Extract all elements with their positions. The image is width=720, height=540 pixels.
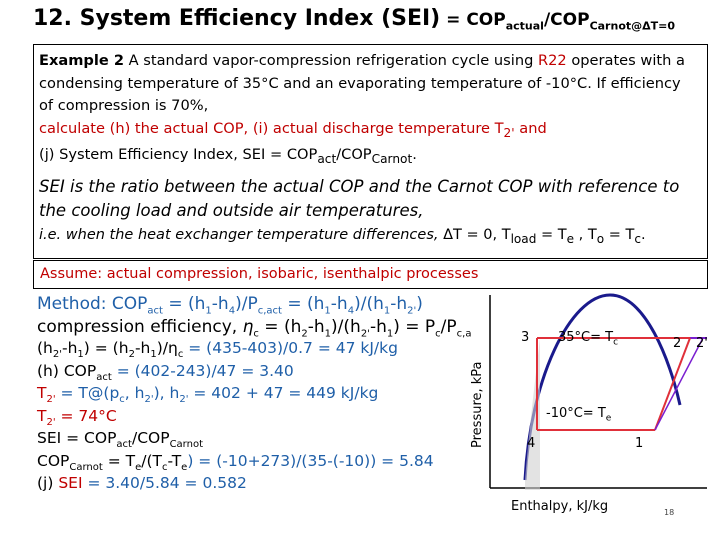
ph-diagram [485, 290, 710, 495]
state-2-prime-label: 2' [696, 336, 708, 351]
state-2-label: 2 [673, 336, 682, 351]
state-3-label: 3 [521, 330, 530, 345]
method-line-1: Method: $COP_{act} = (h_1-h_4)/P_{c,act} = (h_1-h_4)/(h_1-h_{2'})$ [37, 294, 423, 317]
method-line-2: compression efficiency, $\eta_c = (h_2-h_1)/(h_{2'}-h_1) = P_c/P_{c,a}$ [37, 316, 472, 339]
task-j: (j) System Efficiency Index, SEI = $COP_{act}/COP_{Carnot}$. [39, 145, 417, 166]
sei-definition: SEI is the ratio between the actual COP and the Carnot COP with reference to the cooling load and outside air temperatures, [39, 177, 680, 220]
method-line-3: $(h_{2'}-h_1) = (h_2-h_1)/\eta_c = (435-403)/0.7 = 47$ kJ/kg [37, 339, 398, 361]
example-label: Example 2 [39, 52, 125, 69]
method-line-6: $T_{2'} = 74^\circ C$ [37, 406, 117, 428]
state-1-label: 1 [635, 436, 644, 451]
saturation-dome [525, 295, 680, 480]
method-line-8: $COP_{Carnot} = T_e/(T_c-T_e) = (-10+273)/(35-(-10)) = 5.84$ [37, 451, 434, 473]
x-axis-label: Enthalpy, kJ/kg [511, 499, 609, 514]
method-line-5: $T_{2'}$ = $T@(p_c$, $h_{2'}$), $h_{2'} = 402 + 47 = 449$ kJ/kg [37, 384, 379, 406]
refrigerant: R22 [537, 52, 567, 69]
evaporating-temp-label: $-10^\circ C= T_e$ [546, 406, 612, 424]
page-number: 18 [664, 508, 675, 517]
assumption-text: Assume: actual compression, isobaric, isenthalpic processes [40, 266, 479, 282]
example-text: Example 2 A standard vapor-compression refrigeration cycle using R22 operates with a condensing temperature of 35°C and an evaporating temperature of -10°C. If efficiency of compression is 70%, calculate (h) the actual COP, (i) actual discharge temperature $T_{2'}$ and (j) System Efficiency Index, SEI = $COP_{act}/COP_{Carnot}$. [39, 52, 685, 166]
state-4-label: 4 [527, 436, 536, 451]
task-h-i: calculate (h) the actual COP, (i) actual discharge temperature $T_{2'}$ and [39, 119, 547, 140]
method-line-9: (j) SEI = 3.40/5.84 = 0.582 [37, 474, 247, 492]
ie-statement: i.e. when the heat exchanger temperature differences, ΔT = 0, $T_{load} = T_e$ , $T_o = T_c$. [39, 227, 646, 246]
title-main: 12. System Efficiency Index (SEI) [33, 6, 441, 31]
title-equation: = $COP_{actual}/COP_{Carnot@\Delta T=0}$ [440, 10, 676, 33]
y-axis-label: Pressure, kPa [470, 361, 485, 448]
compression-line [655, 338, 690, 430]
condensing-temp-label: $35^\circ C= T_c$ [558, 330, 619, 348]
method-line-4: (h) $COP_{act} = (402-243)/47 = 3.40$ [37, 361, 294, 383]
slide-title [33, 6, 720, 32]
method-block [37, 294, 492, 497]
method-line-7: SEI = $COP_{act}/COP_{Carnot}$ [37, 429, 203, 451]
